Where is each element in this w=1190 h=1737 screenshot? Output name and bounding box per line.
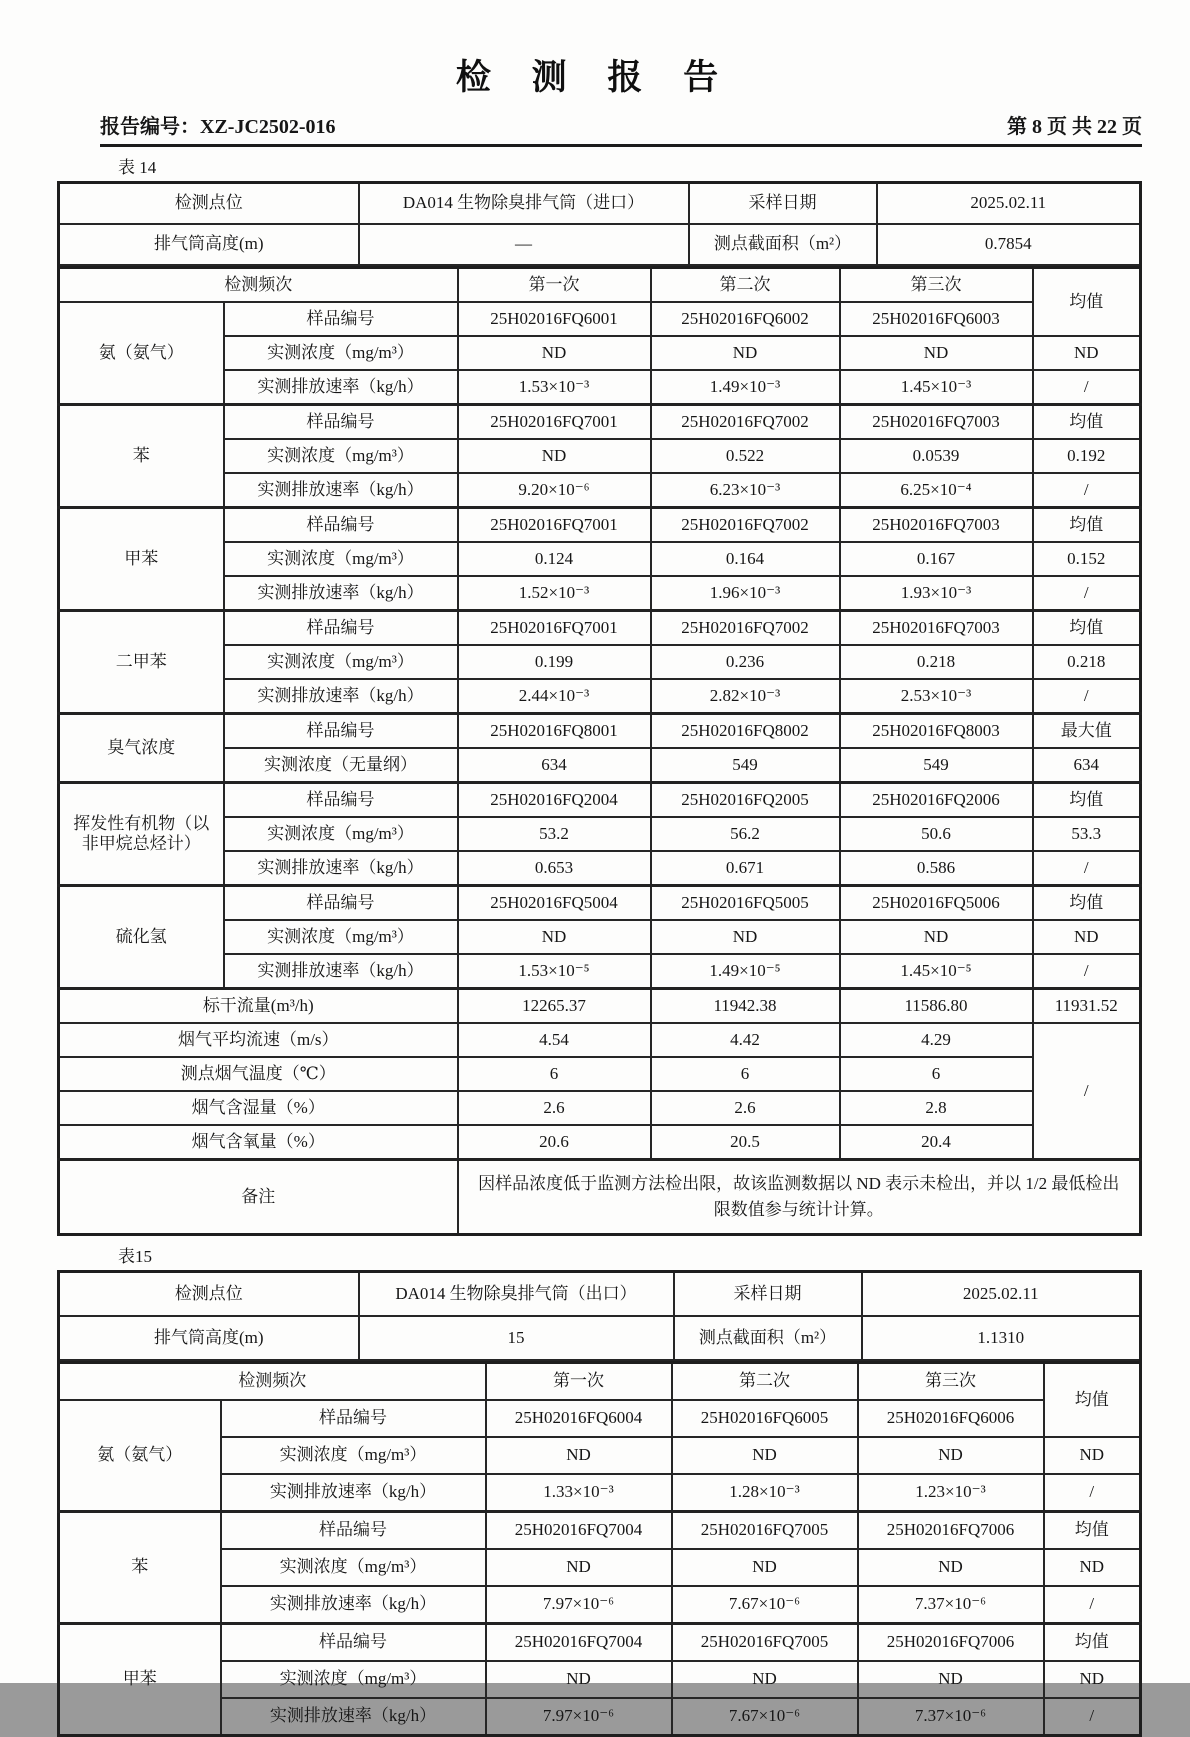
value-cell: 1.28×10⁻³ [672,1474,858,1512]
row-label-cell: 标干流量(m³/h) [59,989,458,1024]
value-cell: 4.54 [458,1023,651,1057]
row-label-cell: 实测浓度（mg/m³） [224,645,458,679]
value-cell: ND [1044,1437,1141,1474]
value-cell: ND [840,920,1033,954]
row-label-cell: 实测浓度（mg/m³） [221,1661,486,1698]
value-cell: 0.522 [651,439,840,473]
avg-header-cell: 均值 [1033,508,1141,543]
value-cell: 25H02016FQ8002 [651,714,840,749]
value-cell: ND [858,1437,1044,1474]
value-cell: 0.586 [840,851,1033,886]
value-cell: 25H02016FQ5006 [840,886,1033,921]
value-cell: 25H02016FQ8001 [458,714,651,749]
value-cell: 2.44×10⁻³ [458,679,651,714]
value-cell: 7.97×10⁻⁶ [486,1698,672,1736]
row-label-cell: 实测排放速率（kg/h） [224,679,458,714]
value-cell: 25H02016FQ6002 [651,302,840,336]
value-cell: 0.164 [651,542,840,576]
value-cell: 1.1310 [862,1316,1141,1360]
report-meta-line [100,110,1142,147]
table-row [59,1474,1141,1512]
row-label-cell: 样品编号 [224,886,458,921]
table-row [59,508,1141,543]
value-cell: ND [458,336,651,370]
value-cell: 1.93×10⁻³ [840,576,1033,611]
value-cell: ND [486,1437,672,1474]
value-cell: 25H02016FQ7001 [458,508,651,543]
value-cell: ND [1044,1661,1141,1698]
value-cell: 0.199 [458,645,651,679]
table14-label: 表 14 [118,158,157,177]
value-cell: 6.23×10⁻³ [651,473,840,508]
table15 [57,1270,1139,1737]
value-cell: DA014 生物除臭排气筒（出口） [359,1272,674,1317]
value-cell: / [1033,576,1141,611]
value-cell: 6.25×10⁻⁴ [840,473,1033,508]
table14 [57,181,1139,1236]
value-cell: 25H02016FQ7004 [486,1624,672,1662]
value-cell: / [1033,954,1141,989]
table-row [59,224,1141,265]
freq-header-cell: 第二次 [651,268,840,303]
value-cell: 0.167 [840,542,1033,576]
value-cell: 0.218 [1033,645,1141,679]
value-cell: 20.4 [840,1125,1033,1160]
row-label-cell: 排气筒高度(m) [59,1316,359,1360]
value-cell: / [1033,851,1141,886]
avg-header-cell: 均值 [1033,268,1141,337]
value-cell: 6 [458,1057,651,1091]
value-cell: 1.33×10⁻³ [486,1474,672,1512]
table-row [59,1698,1141,1736]
value-cell: 1.23×10⁻³ [858,1474,1044,1512]
avg-header-cell: 均值 [1044,1512,1141,1550]
row-label-cell: 样品编号 [221,1400,486,1437]
value-cell: ND [672,1661,858,1698]
value-cell: / [1033,679,1141,714]
value-cell: 2025.02.11 [862,1272,1141,1317]
row-label-cell: 实测排放速率（kg/h） [224,576,458,611]
value-cell: 25H02016FQ6004 [486,1400,672,1437]
row-label-cell: 采样日期 [689,183,877,225]
pollutant-name-cell: 苯 [59,1512,221,1624]
avg-header-cell: 均值 [1033,886,1141,921]
table-row [59,1549,1141,1586]
value-cell: 2.6 [458,1091,651,1125]
value-cell: 25H02016FQ6005 [672,1400,858,1437]
value-cell: 1.53×10⁻³ [458,370,651,405]
value-cell: ND [672,1437,858,1474]
value-cell: 25H02016FQ2005 [651,783,840,818]
value-cell: ND [486,1549,672,1586]
freq-header-cell: 第三次 [858,1363,1044,1401]
row-label-cell: 实测排放速率（kg/h） [221,1586,486,1624]
value-cell: 2.6 [651,1091,840,1125]
value-cell: 0.653 [458,851,651,886]
row-label-cell: 样品编号 [224,714,458,749]
table-row [59,1661,1141,1698]
row-label-cell: 实测浓度（mg/m³） [221,1549,486,1586]
value-cell: 25H02016FQ7003 [840,405,1033,440]
row-label-cell: 实测排放速率（kg/h） [224,370,458,405]
value-cell: 25H02016FQ7002 [651,611,840,646]
report-number-label: 报告编号： [100,116,200,138]
value-cell: 0.236 [651,645,840,679]
table-row [59,183,1141,225]
freq-header-cell: 第二次 [672,1363,858,1401]
value-cell: 25H02016FQ7003 [840,508,1033,543]
row-label-cell: 实测排放速率（kg/h） [224,851,458,886]
value-cell: 25H02016FQ7001 [458,611,651,646]
value-cell: 1.53×10⁻⁵ [458,954,651,989]
value-cell: 25H02016FQ6001 [458,302,651,336]
value-cell: ND [1033,920,1141,954]
value-cell: 2.82×10⁻³ [651,679,840,714]
value-cell: 7.37×10⁻⁶ [858,1698,1044,1736]
value-cell: / [1033,473,1141,508]
value-cell: 11931.52 [1033,989,1141,1024]
value-cell: 15 [359,1316,674,1360]
value-cell: 25H02016FQ7005 [672,1512,858,1550]
avg-header-cell: 均值 [1044,1363,1141,1438]
value-cell: ND [651,920,840,954]
avg-header-cell: 最大值 [1033,714,1141,749]
value-cell: 4.29 [840,1023,1033,1057]
value-cell: 0.192 [1033,439,1141,473]
table-row [59,1091,1141,1125]
value-cell: 1.52×10⁻³ [458,576,651,611]
avg-header-cell: 均值 [1044,1624,1141,1662]
pollutant-name-cell: 甲苯 [59,508,224,611]
value-cell: ND [486,1661,672,1698]
row-label-cell: 测点截面积（m²） [674,1316,862,1360]
value-cell: 2.53×10⁻³ [840,679,1033,714]
value-cell: 2.8 [840,1091,1033,1125]
value-cell: 25H02016FQ2006 [840,783,1033,818]
row-label-cell: 实测浓度（mg/m³） [221,1437,486,1474]
row-label-cell: 样品编号 [221,1512,486,1550]
value-cell: 25H02016FQ7003 [840,611,1033,646]
pollutant-name-cell: 硫化氢 [59,886,224,989]
value-cell: 25H02016FQ7006 [858,1624,1044,1662]
value-cell: ND [1044,1549,1141,1586]
value-cell: 20.5 [651,1125,840,1160]
table-row [59,1272,1141,1317]
row-label-cell: 实测浓度（mg/m³） [224,439,458,473]
value-cell: 549 [651,748,840,783]
value-cell: 25H02016FQ7006 [858,1512,1044,1550]
pollutant-name-cell: 甲苯 [59,1624,221,1736]
value-cell: 1.45×10⁻³ [840,370,1033,405]
value-cell: ND [651,336,840,370]
value-cell: 25H02016FQ7005 [672,1624,858,1662]
value-cell: 0.671 [651,851,840,886]
page-indicator: 第 8 页 共 22 页 [1007,116,1142,138]
value-cell: 0.152 [1033,542,1141,576]
page-title: 检 测 报 告 [455,58,735,97]
table-row [59,989,1141,1024]
value-cell: ND [458,439,651,473]
remark-cell: 因样品浓度低于监测方法检出限，故该监测数据以 ND 表示未检出，并以 1/2 最低检出限数值参与统计计算。 [458,1160,1141,1235]
value-cell: 6 [651,1057,840,1091]
table-row [59,1316,1141,1360]
row-label-cell: 实测浓度（mg/m³） [224,920,458,954]
row-label-cell: 检测点位 [59,183,359,225]
avg-header-cell: 均值 [1033,611,1141,646]
value-cell: 7.67×10⁻⁶ [672,1698,858,1736]
value-cell: 0.7854 [877,224,1141,265]
value-cell: / [1033,1023,1141,1160]
value-cell: 1.96×10⁻³ [651,576,840,611]
value-cell: ND [672,1549,858,1586]
value-cell: 7.37×10⁻⁶ [858,1586,1044,1624]
avg-header-cell: 均值 [1033,405,1141,440]
freq-header-cell: 第一次 [486,1363,672,1401]
value-cell: ND [858,1661,1044,1698]
table-row [59,611,1141,646]
value-cell: 7.97×10⁻⁶ [486,1586,672,1624]
row-label-cell: 样品编号 [224,302,458,336]
table-row [59,1160,1141,1235]
value-cell: 25H02016FQ7004 [486,1512,672,1550]
value-cell: 634 [458,748,651,783]
row-label-cell: 烟气含氧量（%） [59,1125,458,1160]
row-label-cell: 烟气平均流速（m/s） [59,1023,458,1057]
value-cell: 25H02016FQ8003 [840,714,1033,749]
value-cell: 11586.80 [840,989,1033,1024]
table-row [59,1363,1141,1401]
value-cell: 0.0539 [840,439,1033,473]
value-cell: ND [1033,336,1141,370]
value-cell: 1.49×10⁻⁵ [651,954,840,989]
value-cell: 1.49×10⁻³ [651,370,840,405]
freq-header-cell: 检测频次 [59,268,458,303]
value-cell: 25H02016FQ5005 [651,886,840,921]
row-label-cell: 排气筒高度(m) [59,224,359,265]
value-cell: / [1044,1474,1141,1512]
value-cell: 2025.02.11 [877,183,1141,225]
table-row [59,886,1141,921]
row-label-cell: 实测浓度（mg/m³） [224,542,458,576]
table14-main-table [57,266,1142,1236]
table-row [59,1586,1141,1624]
row-label-cell: 测点截面积（m²） [689,224,877,265]
value-cell: 25H02016FQ7002 [651,508,840,543]
row-label-cell: 实测排放速率（kg/h） [224,954,458,989]
freq-header-cell: 检测频次 [59,1363,486,1401]
row-label-cell: 实测浓度（mg/m³） [224,336,458,370]
value-cell: 25H02016FQ5004 [458,886,651,921]
table15-section [0,1242,1190,1737]
row-label-cell: 实测浓度（mg/m³） [224,817,458,851]
value-cell: 56.2 [651,817,840,851]
row-label-cell: 样品编号 [224,783,458,818]
value-cell: 25H02016FQ2004 [458,783,651,818]
value-cell: / [1044,1698,1141,1736]
value-cell: 0.124 [458,542,651,576]
row-label-cell: 样品编号 [224,405,458,440]
value-cell: 9.20×10⁻⁶ [458,473,651,508]
row-label-cell: 样品编号 [224,508,458,543]
value-cell: 53.3 [1033,817,1141,851]
value-cell: 1.45×10⁻⁵ [840,954,1033,989]
value-cell: 25H02016FQ7002 [651,405,840,440]
value-cell: 4.42 [651,1023,840,1057]
pollutant-name-cell: 二甲苯 [59,611,224,714]
table-row [59,714,1141,749]
table14-info-table [57,181,1142,266]
table-row [59,268,1141,303]
value-cell: / [1044,1586,1141,1624]
value-cell: 549 [840,748,1033,783]
report-number-value: XZ-JC2502-016 [200,116,336,138]
row-label-cell: 实测排放速率（kg/h） [221,1474,486,1512]
value-cell: DA014 生物除臭排气筒（进口） [359,183,689,225]
value-cell: 25H02016FQ6003 [840,302,1033,336]
table15-main-table [57,1361,1142,1737]
table-row [59,1512,1141,1550]
value-cell: 20.6 [458,1125,651,1160]
row-label-cell: 样品编号 [221,1624,486,1662]
value-cell: 11942.38 [651,989,840,1024]
row-label-cell: 实测排放速率（kg/h） [221,1698,486,1736]
pollutant-name-cell: 臭气浓度 [59,714,224,783]
freq-header-cell: 第三次 [840,268,1033,303]
value-cell: 53.2 [458,817,651,851]
table-row [59,1437,1141,1474]
value-cell: / [1033,370,1141,405]
value-cell: ND [858,1549,1044,1586]
row-label-cell: 实测浓度（无量纲） [224,748,458,783]
table-row [59,783,1141,818]
value-cell: 25H02016FQ6006 [858,1400,1044,1437]
value-cell: 0.218 [840,645,1033,679]
table-row [59,1057,1141,1091]
table-row [59,1624,1141,1662]
value-cell: ND [840,336,1033,370]
table15-info-table [57,1270,1142,1361]
row-label-cell: 备注 [59,1160,458,1235]
pollutant-name-cell: 氨（氨气） [59,302,224,405]
value-cell: 25H02016FQ7001 [458,405,651,440]
value-cell: 12265.37 [458,989,651,1024]
row-label-cell: 烟气含湿量（%） [59,1091,458,1125]
row-label-cell: 测点烟气温度（℃） [59,1057,458,1091]
row-label-cell: 样品编号 [224,611,458,646]
value-cell: — [359,224,689,265]
table-row [59,1400,1141,1437]
value-cell: 6 [840,1057,1033,1091]
value-cell: 7.67×10⁻⁶ [672,1586,858,1624]
table-row [59,1023,1141,1057]
row-label-cell: 采样日期 [674,1272,862,1317]
table-row [59,405,1141,440]
row-label-cell: 实测排放速率（kg/h） [224,473,458,508]
avg-header-cell: 均值 [1033,783,1141,818]
freq-header-cell: 第一次 [458,268,651,303]
report-number [100,110,336,139]
row-label-cell: 检测点位 [59,1272,359,1317]
pollutant-name-cell: 苯 [59,405,224,508]
pollutant-name-cell: 氨（氨气） [59,1400,221,1512]
value-cell: 634 [1033,748,1141,783]
pollutant-name-cell: 挥发性有机物（以非甲烷总烃计） [59,783,224,886]
table15-label: 表15 [118,1247,152,1266]
table-row [59,1125,1141,1160]
value-cell: 50.6 [840,817,1033,851]
value-cell: ND [458,920,651,954]
table-row [59,302,1141,336]
